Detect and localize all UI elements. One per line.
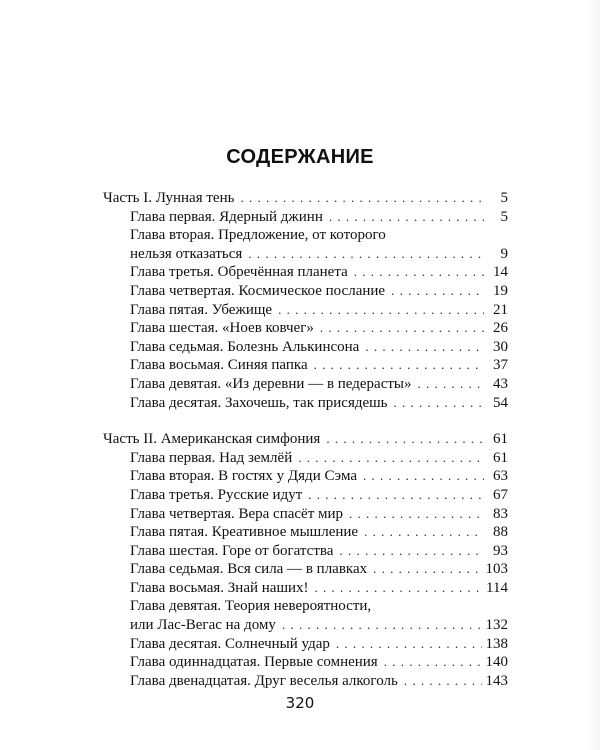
toc-chapter-entry	[103, 542, 508, 561]
toc-chapter-entry	[103, 263, 508, 282]
chapter-page-number: 114	[486, 579, 508, 596]
chapter-title: Глава десятая. Солнечный удар	[130, 635, 330, 652]
chapter-page-number: 26	[493, 320, 508, 337]
dot-leader	[278, 301, 484, 320]
chapter-title: Глава первая. Над землёй	[130, 449, 293, 466]
toc-chapter-entry	[103, 245, 508, 264]
toc-chapter-entry	[103, 301, 508, 320]
chapter-page-number: 143	[485, 672, 508, 689]
chapter-page-number: 61	[493, 449, 508, 466]
dot-leader	[320, 319, 484, 338]
chapter-page-number: 93	[493, 542, 508, 559]
toc-chapter-entry	[103, 579, 508, 598]
chapter-title: Глава одиннадцатая. Первые сомнения	[130, 654, 378, 671]
part-page-number: 61	[493, 431, 508, 448]
chapter-page-number: 138	[485, 635, 508, 652]
chapter-title: Глава третья. Русские идут	[130, 486, 303, 503]
chapter-title-line: Глава девятая. Теория невероятности,	[130, 598, 372, 615]
chapter-title: Глава шестая. Горе от богатства	[130, 542, 334, 559]
chapter-title: Глава седьмая. Болезнь Алькинсона	[130, 338, 360, 355]
toc-chapter-entry	[103, 282, 508, 301]
chapter-title: Глава четвертая. Космическое послание	[130, 282, 386, 299]
page-title: СОДЕРЖАНИЕ	[226, 146, 374, 168]
chapter-page-number: 88	[493, 524, 508, 541]
dot-leader	[248, 245, 484, 264]
chapter-title: Глава вторая. В гостях у Дяди Сэма	[130, 468, 358, 485]
dot-leader	[364, 523, 484, 542]
dot-leader	[349, 505, 484, 524]
dot-leader	[394, 394, 484, 413]
part-title: Часть I. Лунная тень	[103, 190, 235, 206]
dot-leader	[365, 338, 484, 357]
toc-chapter-entry	[103, 356, 508, 375]
chapter-title: Глава девятая. «Из деревни — в педерасты»	[130, 375, 412, 392]
chapter-title: Глава двенадцатая. Друг веселья алкоголь	[130, 672, 398, 689]
chapter-page-number: 140	[485, 654, 508, 671]
dot-leader	[418, 375, 485, 394]
dot-leader	[373, 560, 481, 579]
chapter-title: Глава десятая. Захочешь, так присядешь	[130, 394, 388, 411]
toc-part-entry	[103, 430, 508, 449]
toc-part	[103, 430, 508, 690]
chapter-title: Глава восьмая. Синяя папка	[130, 357, 308, 374]
chapter-title: Глава седьмая. Вся сила — в плавках	[130, 561, 368, 578]
page-edge-shadow	[586, 0, 600, 750]
toc-chapter-entry	[103, 486, 508, 505]
dot-leader	[298, 449, 484, 468]
toc-chapter-entry	[103, 653, 508, 672]
toc-chapter-entry	[103, 505, 508, 524]
chapter-title: нельзя отказаться	[130, 245, 243, 262]
toc-chapter-entry	[103, 208, 508, 227]
dot-leader	[314, 356, 484, 375]
part-page-number: 5	[500, 190, 508, 206]
toc-chapter-entry	[103, 467, 508, 486]
toc-chapter-entry	[103, 338, 508, 357]
chapter-title: Глава шестая. «Ноев ковчег»	[130, 320, 314, 337]
dot-leader	[308, 486, 484, 505]
chapter-page-number: 5	[500, 208, 508, 225]
page-number: 320	[285, 694, 315, 712]
dot-leader	[384, 653, 482, 672]
chapter-page-number: 14	[493, 264, 508, 281]
toc-part	[103, 189, 508, 412]
toc-part-entry	[103, 189, 508, 208]
dot-leader	[336, 635, 482, 654]
dot-leader	[329, 208, 484, 227]
dot-leader	[363, 467, 484, 486]
dot-leader	[404, 672, 482, 691]
chapter-page-number: 30	[493, 338, 508, 355]
dot-leader	[391, 282, 484, 301]
chapter-title: или Лас-Вегас на дому	[130, 617, 276, 634]
toc-chapter-entry	[103, 560, 508, 579]
dot-leader	[354, 263, 484, 282]
toc-chapter-entry	[103, 394, 508, 413]
toc-chapter-entry	[103, 616, 508, 635]
chapter-title: Глава третья. Обречённая планета	[130, 264, 348, 281]
chapter-page-number: 67	[493, 486, 508, 503]
toc-chapter-entry	[103, 523, 508, 542]
chapter-page-number: 63	[493, 468, 508, 485]
chapter-page-number: 132	[485, 617, 508, 634]
chapter-page-number: 83	[493, 505, 508, 522]
dot-leader	[240, 189, 484, 208]
chapter-title: Глава пятая. Креативное мышление	[130, 524, 359, 541]
chapter-title-line: Глава вторая. Предложение, от которого	[130, 227, 386, 244]
chapter-page-number: 43	[493, 375, 508, 392]
chapter-page-number: 21	[493, 301, 508, 318]
toc-chapter-entry	[103, 449, 508, 468]
table-of-contents	[103, 189, 508, 708]
toc-chapter-entry	[103, 672, 508, 691]
chapter-title: Глава восьмая. Знай наших!	[130, 579, 309, 596]
toc-chapter-entry	[103, 635, 508, 654]
part-title: Часть II. Американская симфония	[103, 431, 321, 448]
chapter-page-number: 37	[493, 357, 508, 374]
chapter-page-number: 54	[493, 394, 508, 411]
dot-leader	[315, 579, 483, 598]
dot-leader	[339, 542, 484, 561]
chapter-title: Глава первая. Ядерный джинн	[130, 208, 323, 225]
chapter-title: Глава пятая. Убежище	[130, 301, 273, 318]
toc-chapter-entry	[103, 319, 508, 338]
toc-chapter-entry	[103, 375, 508, 394]
chapter-page-number: 9	[500, 245, 508, 262]
chapter-page-number: 103	[485, 561, 508, 578]
chapter-page-number: 19	[493, 282, 508, 299]
dot-leader	[282, 616, 482, 635]
chapter-title: Глава четвертая. Вера спасёт мир	[130, 505, 344, 522]
dot-leader	[326, 430, 484, 449]
